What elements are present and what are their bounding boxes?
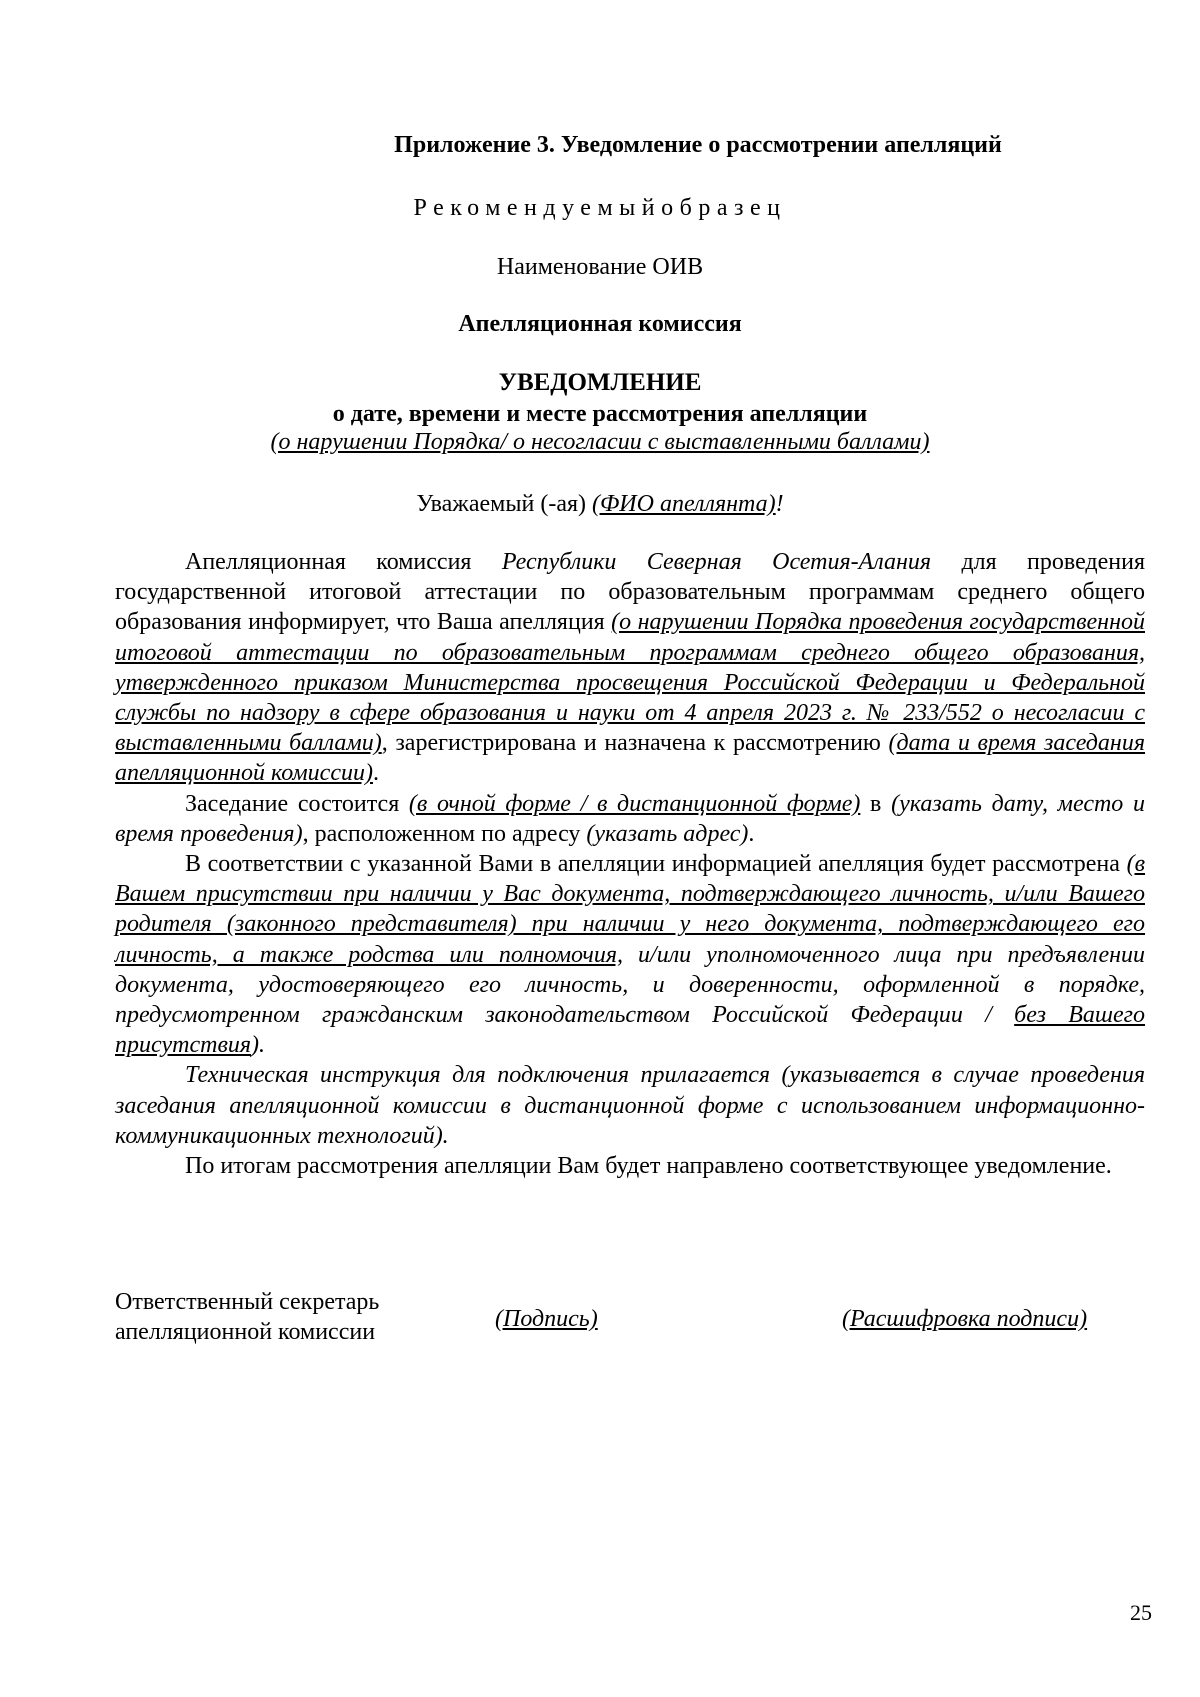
paragraph-meeting	[115, 789, 1145, 849]
notice-body	[115, 547, 1145, 1181]
paragraph-instruction: Техническая инструкция для подключения прилагается (указывается в случае проведения заседания апелляционной комиссии в дистанционной форме с использованием информационно-коммуникационных технологий).	[115, 1062, 1145, 1149]
p1-text-2: для проведения государственной итоговой аттестации по образовательным программам среднего общего образования информирует, что Ваша апелляция	[115, 549, 1145, 636]
appendix-title: Приложение 3. Уведомление о рассмотрении апелляций	[394, 132, 1002, 158]
paragraph-result: По итогам рассмотрения апелляции Вам будет направлено соответствующее уведомление.	[185, 1153, 1112, 1180]
p1-date-time: (дата и время заседания апелляционной комиссии)	[115, 730, 1145, 787]
notice-kind	[0, 427, 1200, 457]
p3-absence: без Вашего присутствия	[115, 1002, 1145, 1059]
p3-presence-underlined: (в Вашем присутствии при наличии у Вас документа, подтверждающего личность, и/или Вашего родителя (законного представителя) при наличии у него документа, подтверждающего его личность, а также родства или полномочия,	[115, 851, 1145, 968]
p1-region: Республики Северная Осетия-Алания	[501, 549, 932, 575]
signature-block	[115, 1287, 1145, 1357]
p2-text-4: .	[748, 820, 755, 847]
authority-name: Наименование ОИВ	[496, 254, 704, 280]
signature-placeholder: (Подпись)	[495, 1306, 598, 1332]
notice-subtitle: о дате, времени и месте рассмотрения апелляции	[332, 401, 868, 427]
notice-kind-text: (о нарушении Порядка/ о несогласии с выставленными баллами)	[270, 429, 930, 455]
p1-text-4: .	[372, 760, 379, 787]
p3-text-1: В соответствии с указанной Вами в апелляции информацией апелляция будет рассмотрена	[185, 851, 1127, 878]
p3-presence-plain: и/или уполномоченного лица при предъявлении документа, удостоверяющего его личность, и доверенности, оформленной в порядке, предусмотренном гражданским законодательством Российской Федерации /	[115, 941, 1145, 1029]
paragraph-presence	[115, 849, 1145, 1060]
p3-text-2: ).	[251, 1032, 266, 1059]
p2-address: (указать адрес)	[586, 820, 749, 847]
greeting-suffix: !	[775, 491, 784, 517]
sample-label: Рекомендуемыйобразец	[413, 195, 787, 221]
signature-decode-placeholder: (Расшифровка подписи)	[842, 1306, 1088, 1332]
notice-title: УВЕДОМЛЕНИЕ	[498, 369, 702, 396]
p2-form: (в очной форме / в дистанционной форме)	[408, 790, 861, 817]
p1-text-1: Апелляционная комиссия	[185, 549, 502, 575]
greeting	[0, 489, 1200, 519]
commission-name: Апелляционная комиссия	[458, 311, 742, 337]
greeting-name: (ФИО апеллянта)	[592, 491, 776, 517]
p1-appeal-kind: (о нарушении Порядка проведения государственной итоговой аттестации по образовательным программам среднего общего образования, утвержденного приказом Министерства просвещения Российской Федерации и Федеральной службы по надзору в сфере образования и науки от 4 апреля 2023 г. № 233/552 о несогласии с выставленными баллами)	[115, 609, 1145, 757]
p2-place-time: (указать дату, место и время проведения)	[115, 790, 1145, 847]
signer-role	[115, 1287, 435, 1347]
signer-role-line-2: апелляционной комиссии	[115, 1319, 376, 1345]
signer-role-line-1: Ответственный секретарь	[115, 1289, 380, 1315]
page-number: 25	[1130, 1600, 1152, 1625]
p2-text-2: в	[860, 790, 892, 817]
paragraph-registration	[115, 547, 1145, 789]
p1-text-3: , зарегистрирована и назначена к рассмотрению	[381, 730, 889, 757]
p2-text-1: Заседание состоится	[185, 790, 409, 817]
p2-text-3: , расположенном по адресу	[302, 820, 587, 847]
greeting-prefix: Уважаемый (-ая)	[416, 491, 593, 517]
